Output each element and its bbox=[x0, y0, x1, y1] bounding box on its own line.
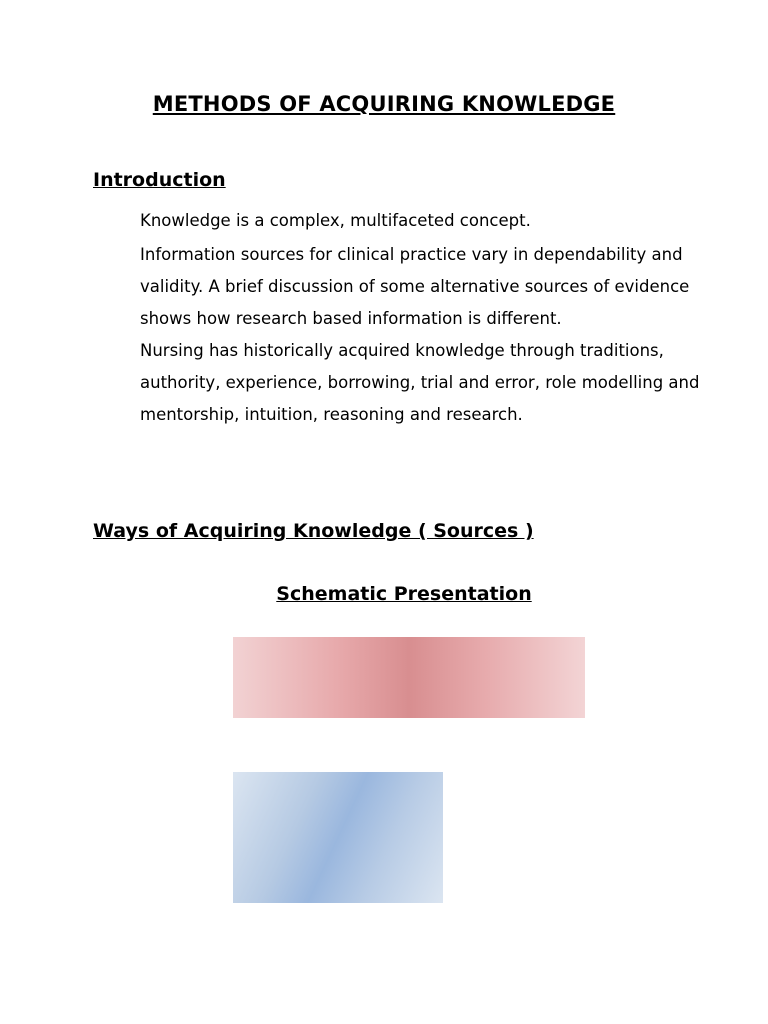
introduction-body bbox=[140, 205, 700, 431]
ways-heading: Ways of Acquiring Knowledge ( Sources ) bbox=[93, 520, 534, 542]
intro-paragraph-1: Knowledge is a complex, multifaceted concept. bbox=[140, 211, 531, 230]
intro-paragraph-2: Information sources for clinical practice vary in dependability and validity. A brief discussion of some alternative sources of evidence shows how research based information is different. bbox=[140, 245, 690, 328]
introduction-heading: Introduction bbox=[93, 169, 226, 191]
schematic-heading: Schematic Presentation bbox=[276, 583, 532, 605]
document-title: METHODS OF ACQUIRING KNOWLEDGE bbox=[152, 92, 616, 116]
schematic-red-box bbox=[233, 637, 585, 718]
intro-paragraph-3: Nursing has historically acquired knowledge through traditions, authority, experience, borrowing, trial and error, role modelling and mentorship, intuition, reasoning and research. bbox=[140, 341, 700, 424]
schematic-blue-box bbox=[233, 772, 443, 903]
